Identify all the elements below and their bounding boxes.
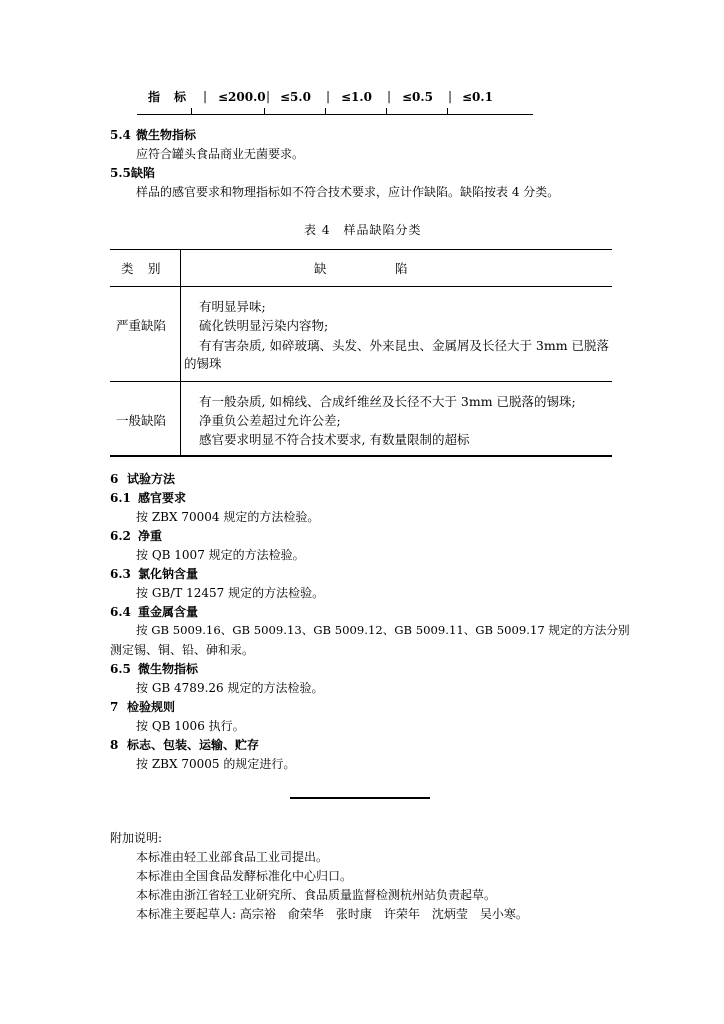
section-number: 8 xyxy=(110,738,119,752)
section-title: 检验规则 xyxy=(127,700,176,714)
section-body: 测定锡、铜、铅、砷和汞。 xyxy=(110,643,255,657)
section-title: 微生物指标 xyxy=(138,662,199,676)
section-title: 标志、包装、运输、贮存 xyxy=(127,738,260,752)
section-number: 6.1 xyxy=(110,491,131,505)
section-title: 缺陷 xyxy=(131,166,156,180)
section-title: 试验方法 xyxy=(127,472,176,486)
end-rule xyxy=(290,797,430,799)
section-title: 感官要求 xyxy=(138,491,187,505)
section-title: 重金属含量 xyxy=(138,605,199,619)
indicator-separator: | xyxy=(387,89,392,103)
table-row-line: 有明显异味; xyxy=(199,299,266,314)
indicator-tick xyxy=(447,108,448,114)
indicator-separator: | xyxy=(326,89,331,103)
indicator-tick xyxy=(191,108,192,114)
table-bottom-rule xyxy=(110,455,612,457)
section-number: 6.2 xyxy=(110,529,131,543)
appendix-line: 本标准由轻工业部食品工业司提出。 xyxy=(136,850,329,864)
section-body: 按 QB 1007 规定的方法检验。 xyxy=(136,548,305,562)
table-row-line: 有一般杂质, 如棉线、合成纤维丝及长径不大于 3mm 已脱落的锡珠; xyxy=(199,394,576,409)
section-number: 6.5 xyxy=(110,662,131,676)
section-number: 7 xyxy=(110,700,119,714)
indicator-separator: | xyxy=(266,89,271,103)
table-header-defect: 缺 陷 xyxy=(314,261,409,276)
indicator-value-2: ≤5.0 xyxy=(280,90,311,104)
section-number: 6.3 xyxy=(110,567,131,581)
table-caption: 表 4 样品缺陷分类 xyxy=(304,223,422,237)
appendix-line: 本标准主要起草人: 高宗裕 俞荣华 张时康 许荣年 沈炳莹 吴小寒。 xyxy=(136,907,528,921)
section-title: 氯化钠含量 xyxy=(138,567,199,581)
indicator-tick xyxy=(325,108,326,114)
indicator-separator: | xyxy=(448,89,453,103)
section-body: 应符合罐头食品商业无菌要求。 xyxy=(136,147,305,161)
section-number: 5.5 xyxy=(110,166,131,180)
table-row-line: 感官要求明显不符合技术要求, 有数量限制的超标 xyxy=(199,432,470,447)
indicator-label: 指 标 xyxy=(148,90,188,104)
section-body: 按 GB/T 12457 规定的方法检验。 xyxy=(136,586,325,600)
appendix-line: 本标准由全国食品发酵标准化中心归口。 xyxy=(136,869,353,883)
table-column-divider xyxy=(180,249,181,456)
appendix-line: 本标准由浙江省轻工业研究所、食品质量监督检测杭州站负责起草。 xyxy=(136,888,497,902)
section-body: 按 ZBX 70005 的规定进行。 xyxy=(136,757,296,771)
indicator-row-rule xyxy=(137,114,533,115)
table-row-line: 净重负公差超过允许公差; xyxy=(199,413,341,428)
section-body: 按 QB 1006 执行。 xyxy=(136,719,245,733)
section-number: 6.4 xyxy=(110,605,131,619)
indicator-separator: | xyxy=(203,89,208,103)
section-title: 净重 xyxy=(138,529,163,543)
section-title: 微生物指标 xyxy=(136,128,197,142)
appendix-title: 附加说明: xyxy=(110,831,163,845)
indicator-value-4: ≤0.5 xyxy=(402,90,433,104)
section-body: 样品的感官要求和物理指标如不符合技术要求，应计作缺陷。缺陷按表 4 分类。 xyxy=(136,185,560,199)
section-body: 按 ZBX 70004 规定的方法检验。 xyxy=(136,510,320,524)
table-row-line: 硫化铁明显污染内容物; xyxy=(199,318,329,333)
section-body: 按 GB 4789.26 规定的方法检验。 xyxy=(136,681,324,695)
table-header-category: 类 别 xyxy=(121,261,162,276)
section-body: 按 GB 5009.16、GB 5009.13、GB 5009.12、GB 5009.11、GB 5009.17 规定的方法分别 xyxy=(136,623,630,637)
indicator-tick xyxy=(386,108,387,114)
indicator-value-1: ≤200.0 xyxy=(218,90,266,104)
table-top-rule xyxy=(110,249,612,250)
indicator-value-5: ≤0.1 xyxy=(462,90,493,104)
table-row-category: 一般缺陷 xyxy=(116,413,167,428)
table-row-rule xyxy=(110,381,612,382)
indicator-value-3: ≤1.0 xyxy=(341,90,372,104)
table-row-line: 有有害杂质, 如碎玻璃、头发、外来昆虫、金属屑及长径大于 3mm 已脱落 xyxy=(199,338,610,353)
section-number: 6 xyxy=(110,472,119,486)
section-number: 5.4 xyxy=(110,128,131,142)
indicator-tick xyxy=(264,108,265,114)
table-row-category: 严重缺陷 xyxy=(116,318,167,333)
table-header-rule xyxy=(110,286,612,287)
table-row-line: 的锡珠 xyxy=(184,356,222,371)
